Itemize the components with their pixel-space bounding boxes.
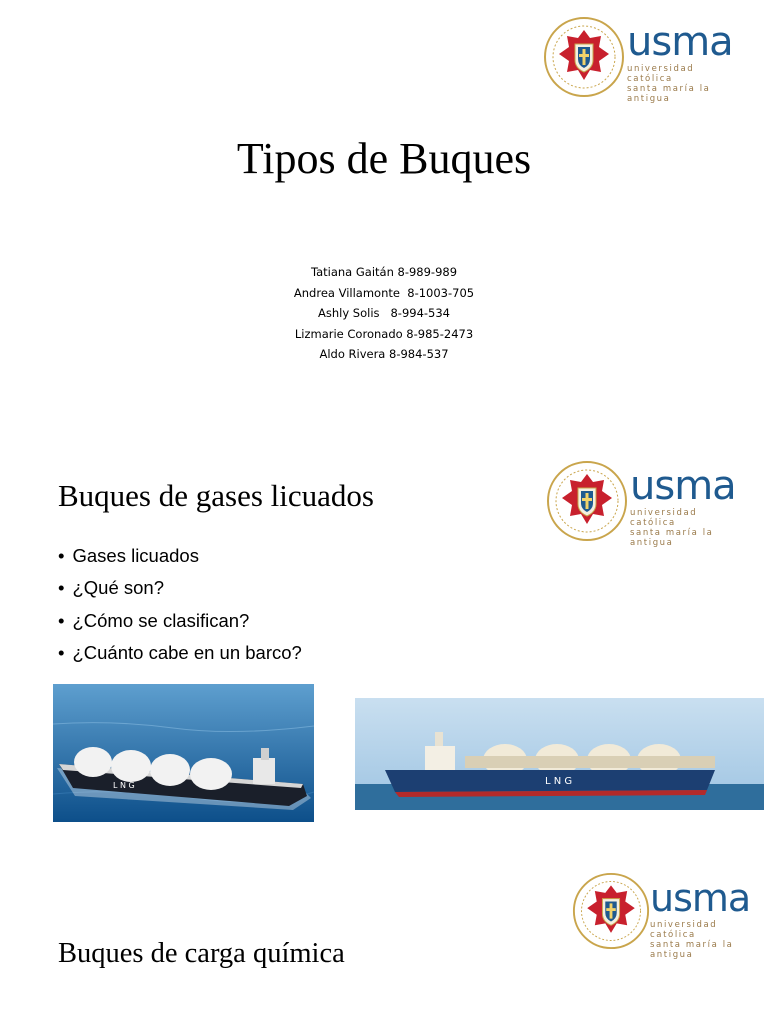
svg-text:L N G: L N G [545,776,573,787]
logo-subtitle-1: universidad católica [627,64,695,84]
logo-subtitle-2: santa maría la antigua [630,528,714,548]
logo-wordmark: usma [630,463,736,509]
author-line: Aldo Rivera 8-984-537 [319,347,449,361]
slide-heading: Buques de gases licuados [58,478,374,513]
bullet-list [58,540,302,669]
lng-carrier-photo-side [355,698,764,810]
author-list [0,262,768,365]
logo-subtitle-1: universidad católica [650,920,718,940]
bullet-item: • Gases licuados [58,540,302,572]
university-seal-icon [572,872,650,950]
gas-carriers-slide [0,440,768,840]
presentation-title: Tipos de Buques [236,134,532,183]
usma-logo [543,16,733,104]
bullet-item: • ¿Qué son? [58,572,302,604]
usma-logo [572,872,751,960]
title-slide [0,0,768,420]
logo-wordmark: usma [650,876,751,920]
svg-text:L N G: L N G [113,781,135,790]
usma-logo [546,460,736,548]
bullet-item: • ¿Cómo se clasifican? [58,605,302,637]
university-seal-icon [546,460,628,542]
author-line: Ashly Solis 8-994-534 [317,306,450,320]
logo-subtitle-2: santa maría la antigua [627,84,711,104]
chemical-carriers-slide [0,860,768,1024]
slide-heading: Buques de carga química [58,938,345,969]
author-line: Lizmarie Coronado 8-985-2473 [294,326,474,341]
logo-subtitle-1: universidad católica [630,508,698,528]
logo-subtitle-2: santa maría la antigua [650,940,734,960]
logo-wordmark: usma [627,19,733,65]
author-line: Andrea Villamonte 8-1003-705 [293,285,475,300]
author-line: Tatiana Gaitán 8-989-989 [310,265,458,279]
bullet-item: • ¿Cuánto cabe en un barco? [58,637,302,669]
university-seal-icon [543,16,625,98]
lng-carrier-photo-aerial [53,684,314,822]
